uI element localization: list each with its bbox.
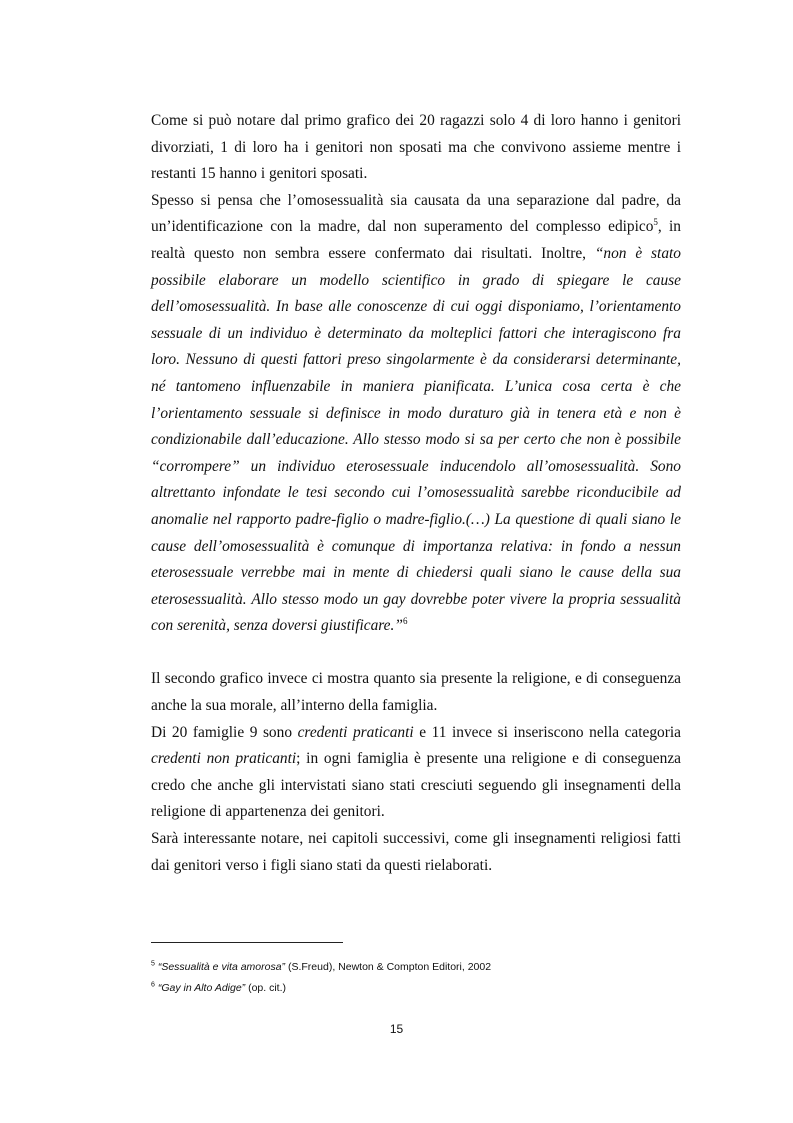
paragraph-teachings: Sarà interessante notare, nei capitoli successivi, come gli insegnamenti religiosi fatti dai genitori verso i figli siano stati da questi rielaborati.	[151, 830, 681, 874]
footnotes	[151, 960, 681, 1002]
paragraph-families	[151, 720, 681, 826]
footnote-ref-6[interactable]: 6	[402, 616, 408, 627]
footnote-6	[151, 981, 681, 995]
footnote-title: “Sessualità e vita amorosa”	[157, 961, 286, 973]
paragraph-text: ; in ogni famiglia è presente una religione e di conseguenza credo che anche gli intervistati siano stati cresciuti seguendo gli insegnamenti della religione di appartenenza dei genitori.	[151, 750, 682, 821]
footnote-text: (op. cit.)	[245, 982, 287, 994]
footnote-ref-5[interactable]: 5	[653, 217, 658, 228]
paragraph-homosexuality-causes	[151, 188, 681, 640]
emphasis-practicing: credenti praticanti	[297, 723, 414, 741]
footnote-separator	[151, 942, 343, 943]
footnote-number: 6	[151, 981, 155, 989]
footnote-5	[151, 960, 681, 974]
paragraph-gap	[151, 640, 681, 667]
page-number: 15	[389, 1022, 404, 1036]
paragraph-text: Spesso si pensa che l’omosessualità sia causata da una separazione dal padre, da un’identificazione con la madre, dal non superamento del complesso edipico	[151, 191, 681, 236]
quotation: “non è stato possibile elaborare un modello scientifico in grado di spiegare le cause dell’omosessualità. In base alle conoscenze di cui oggi disponiamo, l’orientamento sessuale di un individuo è determinato da molteplici fattori che interagiscono fra loro. Nessuno di questi fattori preso singolarmente è da considerarsi determinante, né tantomeno influenzabile in maniera pianificata. L’unica cosa certa è che l’orientamento sessuale si definisce in modo duraturo già in tenera età e non è condizionabile dall’educazione. Allo stesso modo si sa per certo che non è possibile “corrompere” un individuo eterosessuale inducendolo all’omosessualità. Sono altrettanto infondate le tesi secondo cui l’omosessualità sarebbe riconducibile ad anomalie nel rapporto padre-figlio o madre-figlio.(…) La questione di quali siano le cause dell’omosessualità è comunque di importanza relativa: in fondo a nessun eterosessuale verrebbe mai in mente di chiedersi quali siano le cause della sua eterosessualità. Allo stesso modo un gay dovrebbe poter vivere la propria sessualità con serenità, senza doversi giustificare.”	[151, 244, 681, 635]
paragraph-divorce: Come si può notare dal primo grafico dei 20 ragazzi solo 4 di loro hanno i genitori divorziati, 1 di loro ha i genitori non sposati ma che convivono assieme mentre i restanti 15 hanno i genitori sposati.	[151, 112, 681, 183]
emphasis-non-practicing: credenti non praticanti	[151, 750, 297, 768]
footnote-title: “Gay in Alto Adige”	[157, 982, 246, 994]
paragraph-religion: Il secondo grafico invece ci mostra quanto sia presente la religione, e di conseguenza anche la sua morale, all’interno della famiglia.	[151, 670, 681, 715]
paragraph-text: e 11 invece si inseriscono nella categoria	[413, 723, 681, 741]
paragraph-text: Di 20 famiglie 9 sono	[151, 723, 298, 741]
paragraph-text: , in realtà questo non sembra essere confermato dai risultati. Inoltre,	[151, 218, 681, 262]
footnote-text: (S.Freud), Newton & Compton Editori, 2002	[285, 961, 492, 973]
body-text	[151, 108, 681, 879]
footnote-number: 5	[151, 960, 155, 968]
